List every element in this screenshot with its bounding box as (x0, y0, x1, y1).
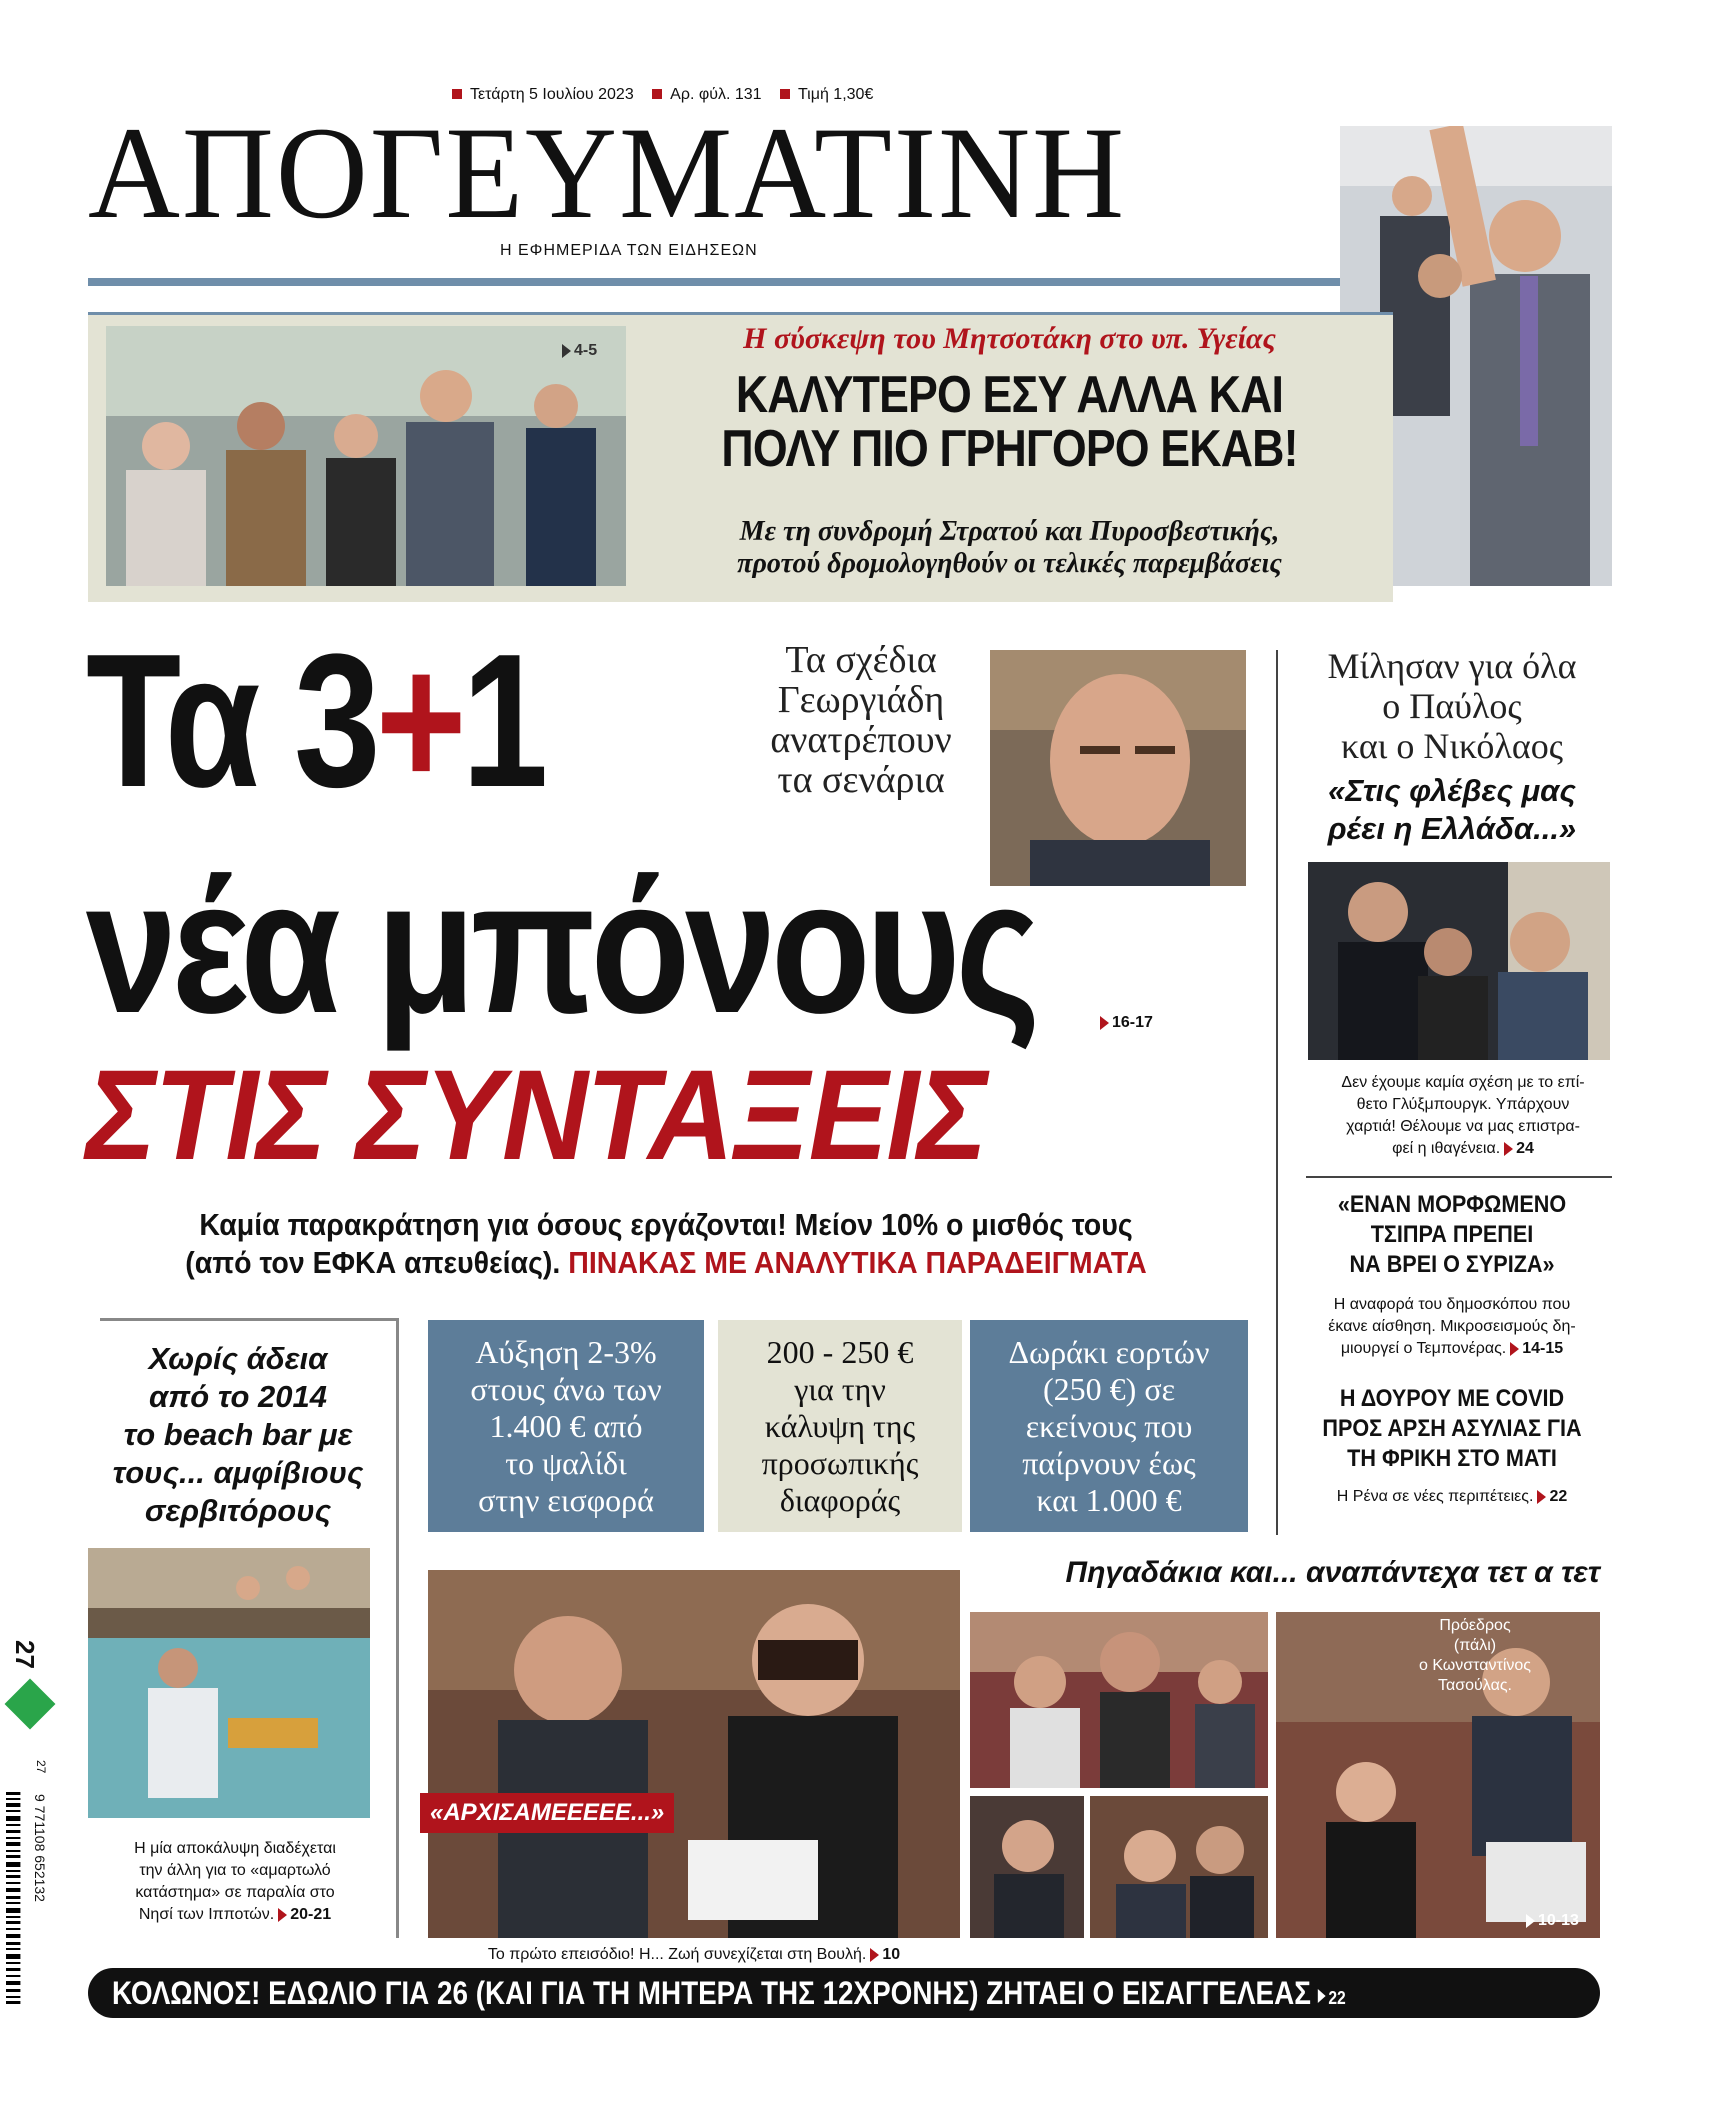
main-headline-line-1 (86, 615, 544, 827)
gallery-photo-3 (1090, 1796, 1268, 1938)
arrow-right-icon (562, 344, 571, 358)
beach-bar-caption (86, 1838, 384, 1926)
headline-line: ΤΗ ΦΡΙΚΗ ΣΤΟ ΜΑΤΙ (1347, 1445, 1557, 1472)
arrow-right-icon (1318, 1989, 1326, 2003)
top-story-deck (626, 516, 1393, 580)
barcode-digits: 9 771108 652132 (32, 1794, 48, 1902)
bullet-square-icon (652, 89, 662, 99)
main-deck (86, 1206, 1246, 1282)
headline-text: 1 (461, 615, 544, 827)
page-ref-text[interactable]: 22 (1549, 1488, 1568, 1505)
caption-text: Νησί των Ιπποτών. (138, 1906, 275, 1923)
box-line: 200 - 250 € (766, 1334, 914, 1370)
pollster-headline (1292, 1190, 1612, 1280)
box-line: το ψαλίδι (505, 1445, 627, 1481)
box-line: διαφοράς (779, 1482, 901, 1518)
footer-headline (112, 1974, 1346, 2012)
arrow-right-icon (1100, 1016, 1109, 1030)
arrow-right-icon (1526, 1914, 1535, 1928)
top-story-page-ref[interactable] (558, 342, 597, 360)
kicker-line: ανατρέπουν (770, 719, 952, 761)
arrow-right-icon (278, 1908, 287, 1922)
top-story-headline (626, 368, 1393, 476)
headline-line: Η ΔΟΥΡΟΥ ΜΕ COVID (1339, 1385, 1565, 1412)
headline-line: ΚΑΛΥΤΕΡΟ ΕΣΥ ΑΛΛΑ ΚΑΙ (735, 366, 1284, 424)
green-diamond-icon (5, 1679, 56, 1730)
main-page-ref[interactable] (1096, 1014, 1153, 1032)
page-ref-text[interactable]: 24 (1516, 1140, 1534, 1157)
masthead-rule (88, 278, 1393, 286)
box-line: για την (794, 1371, 886, 1407)
newspaper-subtitle: Η ΕΦΗΜΕΡΙΔΑ ΤΩΝ ΕΙΔΗΣΕΩΝ (500, 242, 758, 259)
box-line: στην εισφορά (478, 1482, 654, 1518)
caption-text: μιουργεί ο Τεμπονέρας. (1340, 1340, 1507, 1357)
royals-quote (1292, 772, 1612, 848)
box-line: στους άνω των (470, 1371, 662, 1407)
headline-line: το beach bar με (123, 1417, 353, 1452)
gallery-photo-1 (970, 1612, 1268, 1788)
bullet-square-icon (452, 89, 462, 99)
info-box-3 (970, 1320, 1248, 1532)
quote-line: «Στις φλέβες μας (1328, 773, 1576, 808)
royals-caption (1308, 1072, 1618, 1160)
top-story-photo (106, 326, 626, 586)
caption-text: Το πρώτο επεισόδιο! Η... Ζωή συνεχίζεται στη Βουλή. (487, 1946, 867, 1963)
price-text: Τιμή 1,30€ (798, 86, 874, 103)
dourou-caption (1292, 1486, 1612, 1508)
headline-line: από το 2014 (148, 1379, 328, 1414)
headline-line: «ΕΝΑΝ ΜΟΡΦΩΜΕΝΟ (1337, 1191, 1567, 1218)
deck-line: Καμία παρακράτηση για όσους εργάζονται! Μείον 10% ο μισθός τους (199, 1207, 1133, 1242)
pollster-caption (1292, 1294, 1612, 1360)
headline-line: ΝΑ ΒΡΕΙ Ο ΣΥΡΙΖΑ» (1349, 1251, 1555, 1278)
plus-sign: + (375, 615, 462, 827)
caption-line: (πάλι) (1453, 1637, 1497, 1654)
box-line: παίρνουν έως (1022, 1445, 1196, 1481)
caption-line: την άλλη για το «αμαρτωλό (139, 1862, 331, 1879)
kicker-line: ο Παύλος (1382, 686, 1522, 726)
arrow-right-icon (1537, 1490, 1546, 1504)
barcode (6, 1760, 48, 2005)
box-line: Δωράκι εορτών (1008, 1334, 1210, 1370)
right-column-divider (1276, 650, 1278, 1535)
caption-line (1308, 1138, 1618, 1160)
page-ref-text: 10-13 (1538, 1912, 1579, 1929)
gallery-photo-2 (970, 1796, 1084, 1938)
page-ref-text[interactable]: 14-15 (1522, 1340, 1564, 1357)
box-line: Αύξηση 2-3% (475, 1334, 657, 1370)
newspaper-title: ΑΠΟΓΕΥΜΑΤΙΝΗ (88, 99, 1127, 246)
kicker-line: τα σενάρια (777, 759, 945, 801)
box-line: εκείνους που (1025, 1408, 1193, 1444)
parliament-label: «ΑΡΧΙΣΑΜΕΕΕΕΕ...» (420, 1793, 674, 1833)
parliament-photo (428, 1570, 960, 1938)
headline-text: Τα 3 (86, 615, 376, 827)
box-line: και 1.000 € (1036, 1482, 1182, 1518)
box-line: προσωπικής (761, 1445, 919, 1481)
headline-line: σερβιτόρους (144, 1493, 332, 1528)
headline-line: ΠΡΟΣ ΑΡΣΗ ΑΣΥΛΙΑΣ ΓΙΑ (1322, 1415, 1582, 1442)
barcode-suffix: 27 (34, 1760, 48, 1774)
quote-line: ρέει η Ελλάδα...» (1327, 811, 1577, 846)
royals-photo (1308, 862, 1610, 1060)
arrow-right-icon (1504, 1142, 1513, 1156)
royals-kicker (1292, 646, 1612, 766)
beach-bar-headline (88, 1340, 388, 1530)
caption-line (1292, 1338, 1612, 1360)
left-column-rule-top (100, 1318, 398, 1321)
page-ref-text: 22 (1328, 1988, 1346, 2008)
gallery-photo-caption (1400, 1616, 1550, 1696)
deck-line (132, 1244, 1199, 1282)
footer-text: ΚΟΛΩΝΟΣ! ΕΔΩΛΙΟ ΓΙΑ 26 (ΚΑΙ ΓΙΑ ΤΗ ΜΗΤΕΡΑ ΤΗΣ 12ΧΡΟΝΗΣ) ΖΗΤΑΕΙ Ο ΕΙΣΑΓΓΕΛΕΑΣ (112, 1975, 1311, 2011)
caption-line: ο Κωνσταντίνος (1418, 1657, 1531, 1674)
kicker-line: και ο Νικόλαος (1341, 726, 1563, 766)
page-ref-text[interactable]: 10 (882, 1946, 901, 1963)
left-column-rule-side (396, 1318, 399, 1938)
info-box-2 (718, 1320, 962, 1532)
info-box-1 (428, 1320, 704, 1532)
kicker-line: Γεωργιάδη (777, 679, 945, 721)
headline-line: ΤΣΙΠΡΑ ΠΡΕΠΕΙ (1370, 1221, 1534, 1248)
headline-line: ΠΟΛΥ ΠΙΟ ΓΡΗΓΟΡΟ ΕΚΑΒ! (721, 420, 1298, 478)
date-text: Τετάρτη 5 Ιουλίου 2023 (470, 86, 634, 103)
deck-text: (από τον ΕΦΚΑ απευθείας). (185, 1245, 561, 1280)
caption-line: Τασούλας. (1438, 1677, 1512, 1694)
page-ref-text[interactable]: 20-21 (290, 1906, 332, 1923)
main-headline-line-3: ΣΤΙΣ ΣΥΝΤΑΞΕΙΣ (86, 1044, 986, 1187)
kicker-line: Μίλησαν για όλα (1327, 646, 1577, 686)
bullet-square-icon (780, 89, 790, 99)
main-headline-line-2: νέα μπόνους (86, 841, 1036, 1053)
arrow-right-icon (1510, 1342, 1519, 1356)
right-divider-1 (1306, 1176, 1612, 1178)
issue-text: Αρ. φύλ. 131 (670, 86, 762, 103)
caption-text: Η Ρένα σε νέες περιπέτειες. (1336, 1488, 1534, 1505)
box-line: (250 €) σε (1043, 1371, 1175, 1407)
top-story-kicker: Η σύσκεψη του Μητσοτάκη στο υπ. Υγείας (743, 322, 1276, 355)
beach-bar-photo (88, 1548, 370, 1818)
spine-number: 27 (10, 1640, 40, 1669)
caption-line: Δεν έχουμε καμία σχέση με το επί- (1341, 1074, 1585, 1091)
caption-line (86, 1904, 384, 1926)
deck-highlight: ΠΙΝΑΚΑΣ ΜΕ ΑΝΑΛΥΤΙΚΑ ΠΑΡΑΔΕΙΓΜΑΤΑ (568, 1245, 1147, 1280)
caption-line: Πρόεδρος (1439, 1617, 1511, 1634)
page-ref-text: 4-5 (574, 342, 598, 359)
caption-line: χαρτιά! Θέλουμε να μας επιστρα- (1346, 1118, 1580, 1135)
box-line: 1.400 € από (489, 1408, 643, 1444)
parliament-caption (428, 1946, 960, 1964)
gallery-headline: Πηγαδάκια και... αναπάντεχα τετ α τετ (1065, 1556, 1600, 1589)
box-line: κάλυψη της (764, 1408, 916, 1444)
caption-line: Η αναφορά του δημοσκόπου που (1333, 1296, 1571, 1313)
headline-line: Χωρίς άδεια (148, 1341, 328, 1376)
caption-line: έκανε αίσθηση. Μικροσεισμούς δη- (1328, 1318, 1576, 1335)
caption-line: κατάστημα» σε παραλία στο (135, 1884, 335, 1901)
deck-line: Με τη συνδρομή Στρατού και Πυροσβεστικής, (739, 516, 1280, 547)
main-side-kicker (746, 640, 976, 800)
caption-line: θετο Γλύξμπουργκ. Υπάρχουν (1356, 1096, 1570, 1113)
caption-text: φεί η ιθαγένεια. (1392, 1140, 1501, 1157)
deck-line: προτού δρομολογηθούν οι τελικές παρεμβάσεις (737, 548, 1282, 579)
kicker-line: Τα σχέδια (785, 639, 937, 681)
page-ref-text: 16-17 (1112, 1014, 1153, 1031)
caption-line: Η μία αποκάλυψη διαδέχεται (134, 1840, 336, 1857)
dourou-headline (1292, 1384, 1612, 1474)
gallery-page-ref[interactable] (1522, 1912, 1579, 1930)
arrow-right-icon (870, 1948, 879, 1962)
headline-line: τους... αμφίβιους (112, 1455, 364, 1490)
